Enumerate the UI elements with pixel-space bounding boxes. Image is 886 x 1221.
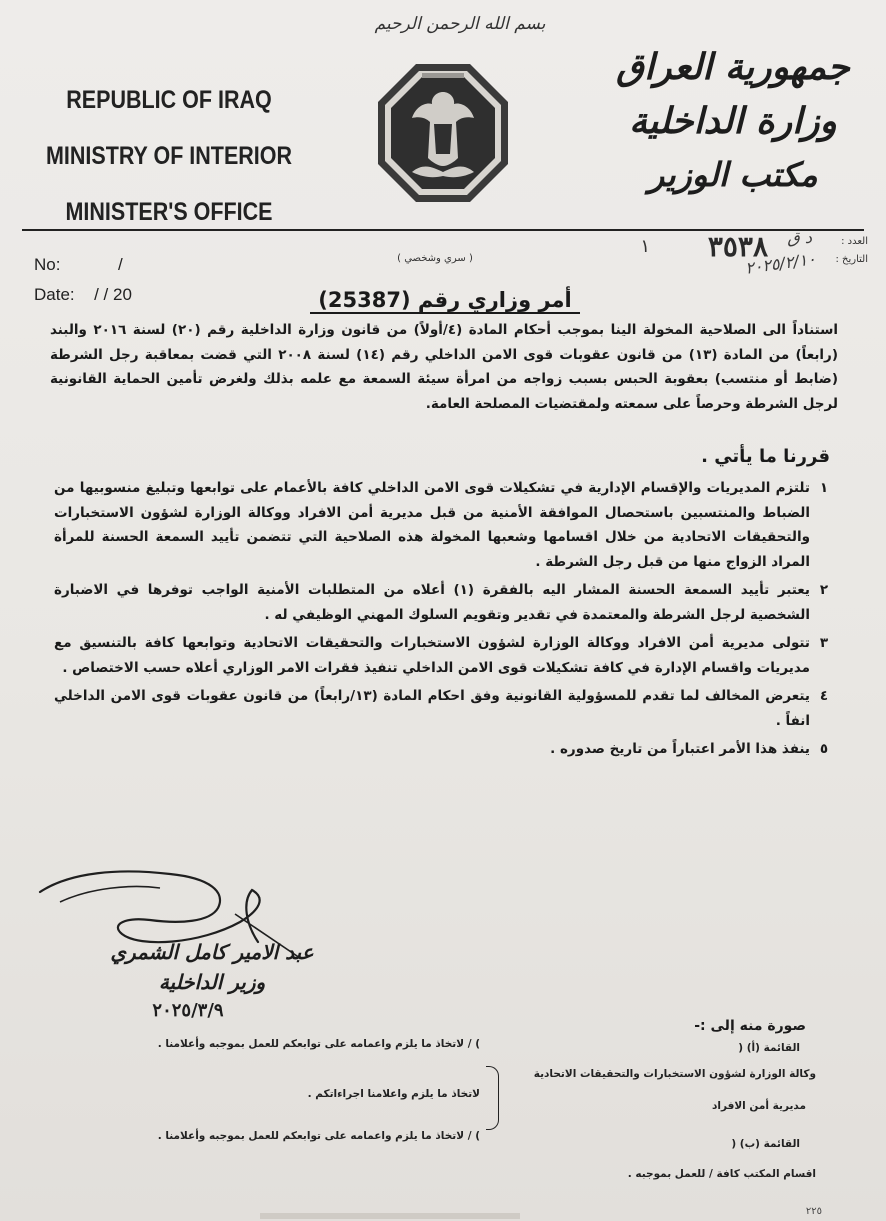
copy-personnel-directorate: مديرية أمن الافراد [711,1100,806,1112]
signatory-name: عبد الامير كامل الشمري [110,940,314,964]
letterhead-country: REPUBLIC OF IRAQ [66,86,272,114]
item-number: ٣ [819,635,829,651]
copy-list-a: القائمة (أ) ( [738,1042,800,1054]
page-number: ٢٢٥ [805,1206,822,1217]
decision-heading: قررنا ما يأتي . [701,446,830,467]
list-item [54,737,838,762]
item-text: ينفذ هذا الأمر اعتباراً من تاريخ صدوره . [550,741,810,757]
no-label: No: [34,255,61,274]
order-preamble: استناداً الى الصلاحية المخولة الينا بموجب أحكام المادة (٤/أولاً) من قانون وزارة الداخلية رقم (٢٠) لسنة ٢٠١٦ والبند (رابعاً) من المادة (١٣) من قانون عقوبات قوى الامن الداخلي رقم (١٤) لسنة ٢٠٠٨ التي قضت بمعاقبة رجل الشرطة (ضابط أو منتسب) بعقوبة الحبس بسبب زواجه من امرأة سيئة السمعة مع علمه بذلك ولغرض تأمين الحماية القانونية لرجل الشرطة وحرصاً على سمعته ولمقتضيات المصلحة العامة. [50,322,839,412]
signature-date: ٢٠٢٥/٣/٩ [152,1000,224,1021]
copies-heading: صورة منه إلى :- [694,1018,806,1034]
list-item [54,476,838,574]
date-label: Date: [34,285,75,304]
copy-list-a-note: ) / لاتخاذ ما يلزم واعمامه على توابعكم للعمل بموجبه وأعلامنا . [157,1038,480,1050]
document-number: ٣٥٣٨ [707,230,768,263]
letterhead-office-ar: مكتب الوزير [648,155,818,194]
number-label: العدد : [841,236,868,247]
list-item [54,631,838,680]
basmala: بسم الله الرحمن الرحيم [374,14,546,34]
letterhead-ministry: MINISTRY OF INTERIOR [45,142,293,170]
date-value: / / 20 [94,285,132,304]
english-letterhead [40,72,298,240]
list-item [54,684,838,733]
item-number: ٢ [819,582,829,598]
copy-intel-agency: وكالة الوزارة لشؤون الاستخبارات والتحقيقات الاتحادية [533,1068,816,1080]
letterhead-office: MINISTER'S OFFICE [65,198,273,226]
scan-edge [260,1213,520,1219]
letterhead-ministry-ar: وزارة الداخلية [629,100,837,142]
item-text: تتولى مديرية أمن الافراد ووكالة الوزارة لشؤون الاستخبارات والتحقيقات الاتحادية وتوابعها كافة بالتنسيق مع مديريات واقسام الإدارة في كافة تشكيلات قوى الامن الداخلي تنفيذ فقرات الامر الوزاري أعلاه حسب الاختصاص . [54,635,810,676]
number-suffix: د ق [787,228,812,247]
order-items [54,476,838,766]
date-label-ar: التاريخ : [835,254,868,265]
item-number: ١ [819,480,829,496]
item-number: ٥ [819,741,829,757]
brace-bracket [486,1066,499,1130]
item-text: يتعرض المخالف لما تقدم للمسؤولية القانونية وفق احكام المادة (١٣/رابعاً) من قانون عقوبات قوى الامن الداخلي انفاً . [54,688,810,729]
tick-mark: ١ [640,236,650,257]
signatory-title: وزير الداخلية [158,970,266,994]
reference-block-ar [568,228,868,288]
copy-brace-note: لاتخاذ ما يلزم واعلامنا اجراءاتكم . [307,1088,480,1100]
reference-block-en [34,250,132,310]
copy-offices: اقسام المكتب كافة / للعمل بموجبه . [627,1168,816,1180]
item-text: يعتبر تأييد السمعة الحسنة المشار اليه بالفقرة (١) أعلاه من المتطلبات الأمنية الواجب توفرها في الاضبارة الشخصية لرجل الشرطة والمعتمدة في تقدير وتقويم السلوك المهني الوظيفي له . [54,582,810,623]
arabic-letterhead [608,40,858,202]
letterhead-country-ar: جمهورية العراق [616,46,850,88]
copy-list-b: القائمة (ب) ( [731,1138,800,1150]
no-value: / [117,255,123,274]
item-text: تلتزم المديريات والإقسام الإدارية في تشكيلات قوى الامن الداخلي كافة بالأعمام على توابعها وتبليغ منسوبيها من الضباط والمنتسبين باستحصال الموافقة الأمنية من قبل مديرية أمن الافراد ووكالة الوزارة لشؤون الاستخبارات والتحقيقات الاتحادية من خلال اقسامها وشعبها المخولة هذه الصلاحية التي تتضمن تأييد السمعة الحسنة للمرأة المراد الزواج منها من قبل رجل الشرطة . [54,480,810,570]
confidential-mark: ( سري وشخصي ) [397,253,473,264]
copy-list-b-note: ) / لاتخاذ ما يلزم واعمامه على توابعكم للعمل بموجبه وأعلامنا . [157,1130,480,1142]
list-item [54,578,838,627]
item-number: ٤ [819,688,829,704]
handwritten-date: ٢٠٢٥/٢/١٠ [744,249,817,278]
iraq-eagle-emblem-icon [376,62,510,204]
order-title: أمر وزاري رقم (25387) [300,288,590,312]
